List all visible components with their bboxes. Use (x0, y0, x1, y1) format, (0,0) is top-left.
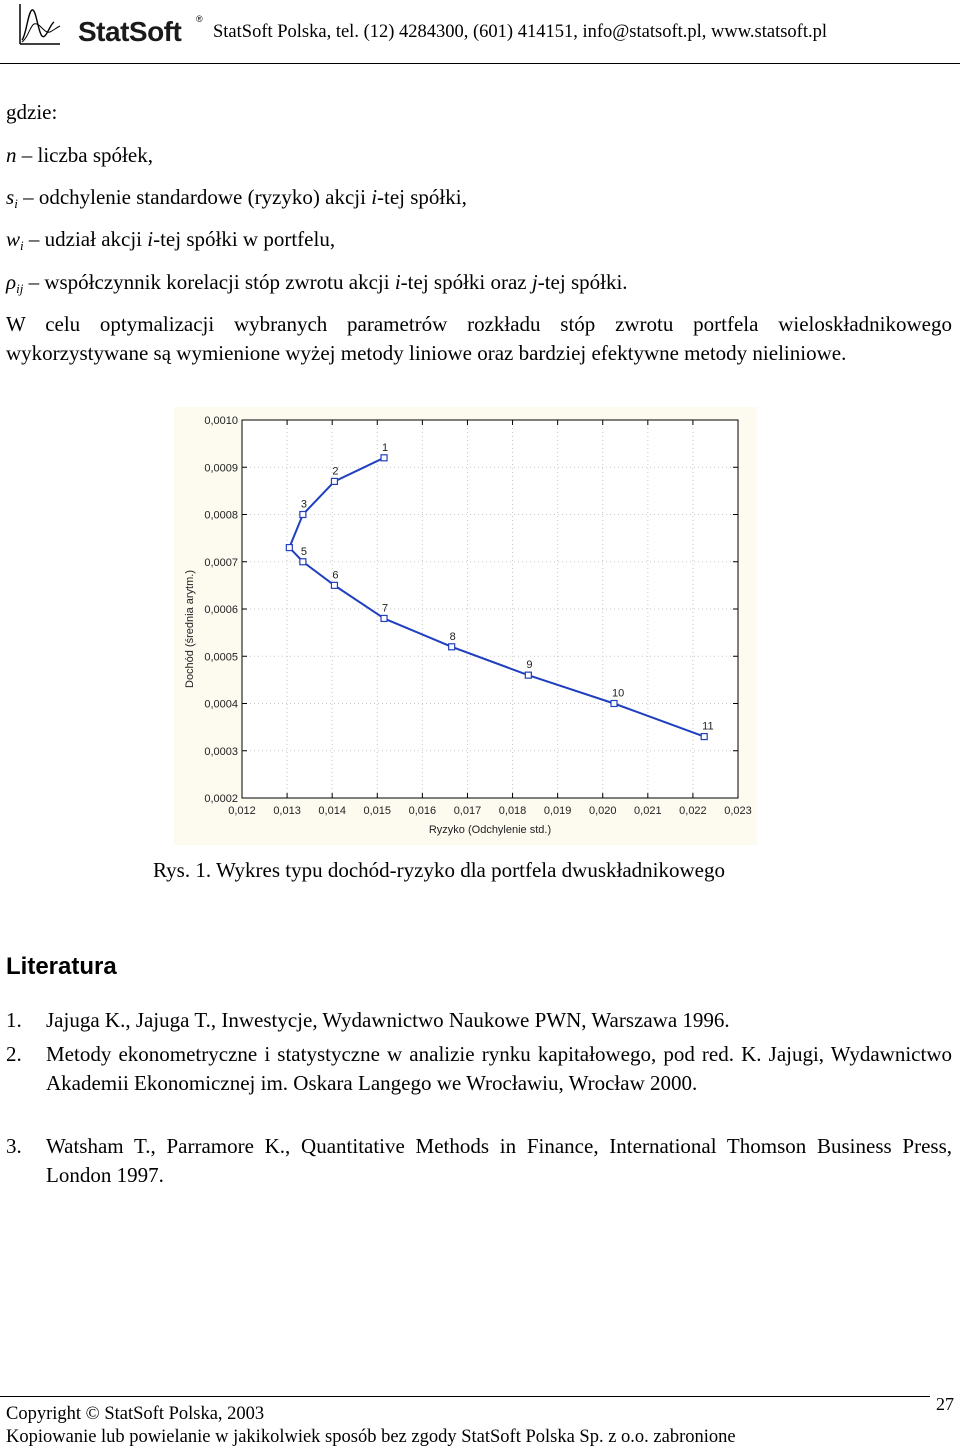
data-point (525, 672, 531, 678)
data-point-label: 10 (612, 687, 625, 700)
footer-copyright: Copyright © StatSoft Polska, 2003 (6, 1404, 265, 1424)
x-tick-label: 0,019 (543, 805, 572, 817)
definition-s (6, 185, 467, 216)
definition-n-text: – liczba spółek, (16, 143, 153, 167)
x-axis-label: Ryzyko (Odchylenie std.) (428, 824, 552, 836)
reference-item (6, 1040, 952, 1098)
definition-rho-text-c: -tej spółki. (537, 270, 628, 294)
logo-wordmark: StatSoft (78, 16, 182, 47)
data-point (449, 644, 455, 650)
symbol-w: w (6, 227, 21, 251)
header-contact-info: StatSoft Polska, tel. (12) 4284300, (601) 414151, info@statsoft.pl, www.statsoft.pl (213, 22, 827, 42)
y-tick-label: 0,0005 (204, 651, 238, 664)
data-point-label: 11 (702, 720, 714, 733)
x-tick-label: 0,013 (273, 805, 301, 817)
data-point-label: 8 (449, 630, 456, 643)
data-point (381, 615, 387, 621)
x-tick-label: 0,018 (498, 805, 527, 817)
footer-divider (0, 1396, 930, 1397)
reference-item (6, 1006, 952, 1035)
reference-text: Metody ekonometryczne i statystyczne w analizie rynku kapitałowego, pod red. K. Jajugi, Wydawnictwo Akademii Ekonomicznej im. Oskara Langego we Wrocławiu, Wrocław 2000. (46, 1042, 952, 1095)
statsoft-logo (14, 2, 203, 52)
data-point (611, 701, 617, 707)
registered-mark: ® (196, 14, 203, 24)
y-tick-label: 0,0003 (204, 745, 238, 758)
data-point (286, 545, 292, 551)
definition-rho-index-i: i (394, 270, 401, 294)
reference-number: 2. (6, 1042, 22, 1066)
definitions-intro: gdzie: (6, 100, 58, 124)
y-tick-label: 0,0002 (204, 793, 238, 805)
definition-rho-text-a: – współczynnik korelacji stóp zwrotu akcji (23, 270, 395, 294)
chart-canvas (174, 407, 757, 845)
figure-caption: Rys. 1. Wykres typu dochód-ryzyko dla portfela dwuskładnikowego (153, 858, 725, 882)
data-point-label: 6 (332, 569, 339, 582)
symbol-s: s (6, 185, 15, 209)
definition-rho (6, 270, 628, 301)
definition-s-index: i (371, 185, 378, 209)
data-point (331, 582, 337, 588)
data-point (300, 559, 306, 565)
y-tick-label: 0,0007 (204, 556, 238, 569)
data-point-label: 5 (300, 545, 307, 558)
data-point-label: 9 (526, 659, 533, 672)
x-tick-label: 0,022 (679, 805, 707, 817)
page-header (0, 0, 960, 64)
data-point (701, 734, 707, 740)
x-tick-label: 0,015 (363, 805, 392, 817)
y-tick-label: 0,0010 (204, 415, 238, 427)
symbol-s-subscript: i (14, 196, 18, 211)
symbol-rho-subscript: ij (16, 281, 24, 296)
data-point-label: 2 (332, 465, 339, 478)
body-paragraph: W celu optymalizacji wybranych parametrów rozkładu stóp zwrotu portfela wieloskładnikowego wykorzystywane są wymienione wyżej metody liniowe oraz bardziej efektywne metody nieliniowe. (6, 312, 952, 365)
y-tick-label: 0,0006 (204, 604, 238, 616)
definition-s-text-b: -tej spółki, (377, 185, 467, 209)
x-tick-label: 0,021 (634, 805, 662, 817)
data-point (381, 455, 387, 461)
x-tick-label: 0,020 (588, 805, 617, 817)
definition-n (6, 143, 153, 167)
x-tick-label: 0,016 (408, 805, 437, 817)
y-axis-label: Dochód (średnia arytm.) (184, 570, 196, 688)
y-tick-label: 0,0004 (204, 698, 238, 711)
data-point-label: 3 (300, 498, 307, 511)
symbol-n: n (6, 143, 17, 167)
definition-w-text-b: -tej spółki w portfelu, (153, 227, 336, 251)
x-tick-label: 0,012 (228, 805, 256, 817)
data-point (300, 512, 306, 518)
x-tick-label: 0,017 (453, 805, 482, 817)
footer-copy-notice: Kopiowanie lub powielanie w jakikolwiek sposób bez zgody StatSoft Polska Sp. z o.o. zabronione (6, 1427, 736, 1447)
page-number: 27 (936, 1394, 954, 1414)
reference-text: Jajuga K., Jajuga T., Inwestycje, Wydawnictwo Naukowe PWN, Warszawa 1996. (46, 1008, 730, 1032)
definition-w-index: i (147, 227, 154, 251)
definition-w-text-a: – udział akcji (23, 227, 148, 251)
x-tick-label: 0,014 (318, 805, 346, 817)
definition-rho-text-b: -tej spółki oraz (400, 270, 532, 294)
symbol-rho: ρ (6, 270, 17, 294)
header-divider (0, 63, 960, 64)
reference-number: 1. (6, 1008, 22, 1032)
definition-w (6, 227, 335, 258)
definition-s-text-a: – odchylenie standardowe (ryzyko) akcji (17, 185, 372, 209)
x-tick-label: 0,023 (724, 805, 752, 817)
reference-item (6, 1132, 952, 1190)
chart-logo-icon (16, 2, 62, 48)
symbol-w-subscript: i (20, 238, 24, 253)
data-point-label: 1 (382, 441, 389, 454)
data-point (331, 478, 337, 484)
literature-heading: Literatura (6, 953, 117, 980)
y-tick-label: 0,0009 (204, 462, 238, 475)
definition-rho-index-j: j (531, 270, 538, 294)
reference-number: 3. (6, 1134, 22, 1158)
reference-text: Watsham T., Parramore K., Quantitative Methods in Finance, International Thomson Business Press, London 1997. (46, 1134, 952, 1187)
data-point-label: 7 (382, 602, 389, 615)
y-tick-label: 0,0008 (204, 509, 238, 522)
risk-return-chart (174, 407, 757, 845)
